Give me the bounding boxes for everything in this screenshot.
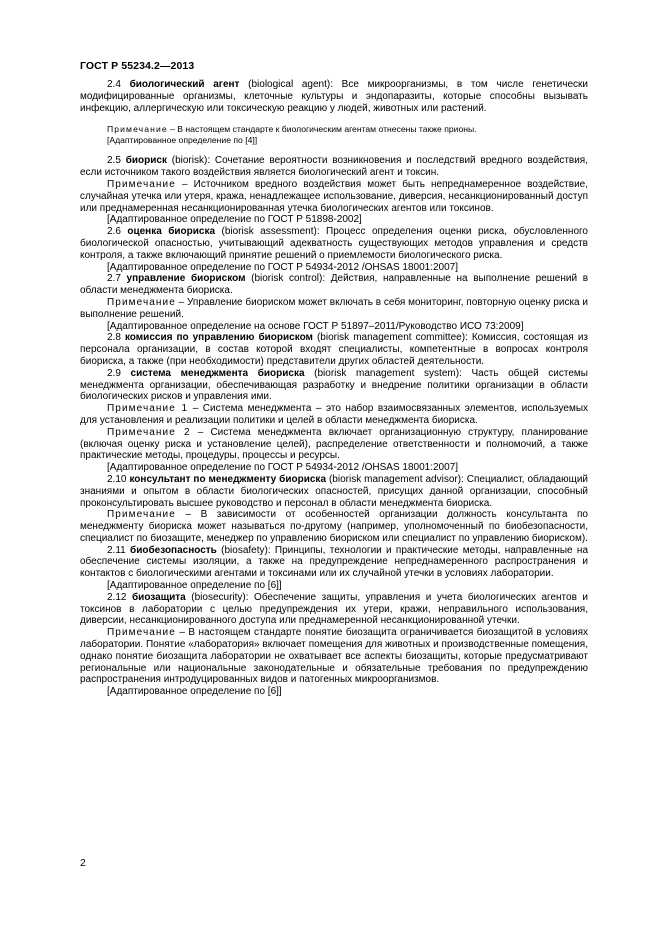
note-2-12: Примечание – В настоящем стандарте понятие биозащита ограничивается биозащитой в условиях лаборатории. Понятие «лаборатория» включает помещения для животных и производственные помещения, однако понятие биозащита лаборатории не охватывает все аспекты биозащиты, которые предусматривают региональные или национальные законодательные и обязательные требования по предупреждению распространения интродуцированных видов и патогенных микроорганизмов. xyxy=(80,627,588,686)
term-2-10: 2.10 консультант по менеджменту биориска (biorisk management advisor): Специалист, обладающий знаниями и опытом в области биологических опасностей, присущих данной организации, способный проконсультировать высшее руководство и персонал в области менеджмента биориска. xyxy=(80,473,589,509)
source-ref: [Адаптированное определение по ГОСТ Р 51898-2002] xyxy=(107,214,362,226)
term-title: оценка биориска xyxy=(127,226,216,238)
note-2-9-2: Примечание 2 – Система менеджмента включает организационную структуру, планирование (включая оценку риска и установление целей), распределение ответственности и полномочий, а также практические методы, процедуры, процессы и ресурсы. xyxy=(80,426,589,462)
note-2-4: Примечание – В настоящем стандарте к биологическим агентам отнесены также прионы. [Адаптированное определение по [4]] xyxy=(80,124,588,146)
source-ref: [Адаптированное определение по ГОСТ Р 54934-2012 /OHSAS 18001:2007] xyxy=(107,261,458,273)
term-title: комиссия по управлению биориском xyxy=(124,332,313,344)
source-ref: [Адаптированное определение на основе ГОСТ Р 51897–2011/Руководство ИСО 73:2009] xyxy=(107,320,524,332)
source-ref: [Адаптированное определение по [6]] xyxy=(107,580,282,592)
source-ref: [Адаптированное определение по [4]] xyxy=(107,135,258,146)
note-2-7: Примечание – Управление биориском может включать в себя мониторинг, повторную оценку риска и выполнение решений. xyxy=(80,296,588,320)
note-2-5: Примечание – Источником вредного воздействия может быть непреднамеренное воздействие, случайная утечка или утеря, кража, ненадлежащее использование, диверсия, несанкционированный доступ или преднамеренная несанкционированная утечка биологических агентов или токсинов. xyxy=(80,178,588,214)
note-2-10: Примечание – В зависимости от особенностей организации должность консультанта по менеджменту биориска может называться по-другому (например, уполномоченный по биобезопасности, специалист по биозащите, менеджер по управлению биориском или специалист по управлению биориском). xyxy=(80,509,588,544)
term-title: биозащита xyxy=(132,591,186,603)
source-ref: [Адаптированное определение по ГОСТ Р 54934-2012 /OHSAS 18001:2007] xyxy=(107,462,458,474)
term-2-9: 2.9 система менеджмента биориска (biorisk management system): Часть общей системы менеджмента организации, обеспечивающая разработку и внедрение политики организации в области биологических рисков и управления ими. xyxy=(80,367,588,403)
term-2-6: 2.6 оценка биориска (biorisk assessment): Процесс определения оценки риска, обусловленного биологической опасностью, учитывающий адекватность существующих методов управления и средств контроля, а также включающий принятие решений о приемлемости биологического риска. xyxy=(80,226,588,261)
term-title: биобезопасность xyxy=(130,544,217,556)
document-body xyxy=(80,79,588,698)
term-title: консультант по менеджменту биориска xyxy=(129,473,327,485)
term-2-4: 2.4 биологический агент (biological agent): Все микроорганизмы, в том числе генетически модифицированные организмы, клеточные культуры и эндопаразиты, которые способны вызывать инфекцию, аллергическую или токсическую реакцию у людей, животных или растений. xyxy=(80,79,588,114)
term-2-8: 2.8 комиссия по управлению биориском (biorisk management committee): Комиссия, состоящая из персонала организации, в состав которой входят специалисты, компетентные в вопросах контроля биориска, а также (при необходимости) представители других областей деятельности. xyxy=(80,332,588,367)
page-number: 2 xyxy=(80,857,86,869)
term-2-7: 2.7 управление биориском (biorisk control): Действия, направленные на выполнение решений в области менеджмента биориска. xyxy=(80,273,589,297)
term-title: управление биориском xyxy=(126,273,246,285)
document-header: ГОСТ Р 55234.2—2013 xyxy=(80,60,195,72)
term-2-5: 2.5 биориск (biorisk): Сочетание вероятности возникновения и последствий вредного воздействия, если источником такого воздействия является биологический агент и токсин. xyxy=(80,155,588,179)
term-title: биологический агент xyxy=(129,79,240,90)
source-ref: [Адаптированное определение по [6]] xyxy=(107,686,282,698)
term-2-12: 2.12 биозащита (biosecurity): Обеспечение защиты, управления и учета биологических агентов и токсинов в лаборатории с целью предупреждения их утери, кражи, неправильного использования, диверсии, несанкционированного доступа или преднамеренной несанкционированной утечки. xyxy=(80,591,589,627)
term-title: биориск xyxy=(125,155,167,167)
note-2-9-1: Примечание 1 – Система менеджмента – это набор взаимосвязанных элементов, используемых для установления и реализации политики и целей в области менеджмента биориска. xyxy=(80,403,589,426)
term-title: система менеджмента биориска xyxy=(130,367,305,379)
term-2-11: 2.11 биобезопасность (biosafety): Принципы, технологии и практические методы, направленные на обеспечение системы изоляции, а также на предупреждение непреднамеренного распространения и контактов с биологическими агентами и токсинами или их случайной утечки в условиях лаборатории. xyxy=(80,544,589,580)
